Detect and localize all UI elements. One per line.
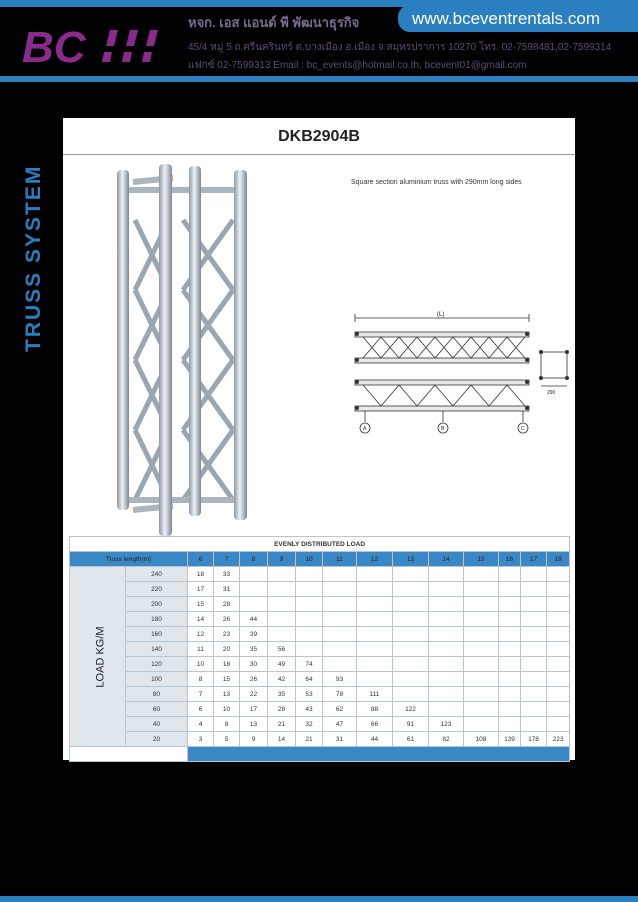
table-cell [357,657,393,672]
table-cell [499,642,521,657]
table-cell: 178 [521,732,547,747]
table-cell [429,702,464,717]
table-cell: 44 [357,732,393,747]
table-row [70,642,570,657]
load-value-label: 80 [126,687,188,702]
table-cell [240,567,268,582]
table-cell: 8 [214,717,240,732]
table-cell [357,597,393,612]
table-cell [547,702,570,717]
table-cell: 111 [357,687,393,702]
table-cell [464,702,499,717]
table-cell [429,642,464,657]
truss-length-12: 12 [357,552,393,567]
load-table-footer [70,747,570,762]
drawing-point-b: B [441,426,445,432]
table-cell: 139 [499,732,521,747]
table-cell [464,612,499,627]
drawing-side-label: 290 [547,390,556,396]
load-value-label: 120 [126,657,188,672]
table-cell: 74 [296,657,323,672]
technical-drawing [351,310,573,440]
table-cell: 78 [323,687,357,702]
table-cell [521,657,547,672]
truss-length-15: 15 [464,552,499,567]
table-cell: 10 [214,702,240,717]
table-cell [296,642,323,657]
load-value-label: 60 [126,702,188,717]
company-contact: แฟกซ์ 02-7599313 Email : bc_events@hotmail.co.th, bcevent01@gmail.com [188,60,527,71]
table-cell: 10 [188,657,214,672]
table-cell [323,612,357,627]
table-cell [240,597,268,612]
table-cell [464,672,499,687]
table-cell: 23 [214,627,240,642]
drawing-point-a: A [363,426,367,432]
table-cell: 18 [188,567,214,582]
table-cell [429,612,464,627]
truss-length-18: 18 [547,552,570,567]
table-row [70,582,570,597]
table-cell [393,672,429,687]
load-value-label: 200 [126,597,188,612]
table-cell [393,642,429,657]
table-cell: 33 [214,567,240,582]
table-cell [547,687,570,702]
table-cell [464,597,499,612]
table-cell: 93 [323,672,357,687]
table-cell: 49 [268,657,296,672]
table-cell: 39 [240,627,268,642]
table-cell: 66 [357,717,393,732]
table-cell [547,582,570,597]
table-cell: 56 [268,642,296,657]
truss-length-9: 9 [268,552,296,567]
table-cell: 13 [214,687,240,702]
table-cell [323,597,357,612]
table-cell [547,612,570,627]
truss-length-14: 14 [429,552,464,567]
table-cell [547,642,570,657]
footer-left-cell [70,747,188,762]
table-cell [499,657,521,672]
load-axis-cell [70,567,126,747]
table-cell [499,717,521,732]
table-cell: 15 [214,672,240,687]
table-cell [499,627,521,642]
table-cell: 30 [240,657,268,672]
table-cell [323,582,357,597]
table-cell [521,582,547,597]
table-cell: 91 [393,717,429,732]
table-cell [464,582,499,597]
truss-length-10: 10 [296,552,323,567]
load-value-label: 180 [126,612,188,627]
truss-length-17: 17 [521,552,547,567]
table-cell [268,567,296,582]
load-table-header-row [70,552,570,567]
table-cell: 26 [240,672,268,687]
truss-length-8: 8 [240,552,268,567]
truss-length-header: Truss length(m) [70,552,188,567]
table-cell [499,597,521,612]
table-cell [547,597,570,612]
table-cell: 17 [188,582,214,597]
load-value-label: 100 [126,672,188,687]
logo-text: BC [22,23,86,68]
table-cell [296,567,323,582]
table-cell: 4 [188,717,214,732]
page-header [0,0,638,82]
table-cell: 123 [429,717,464,732]
table-cell: 9 [240,732,268,747]
truss-length-11: 11 [323,552,357,567]
bc-logo [20,22,175,68]
table-cell [429,627,464,642]
title-divider [63,154,575,155]
truss-length-13: 13 [393,552,429,567]
table-cell [547,657,570,672]
table-cell: 223 [547,732,570,747]
table-row [70,732,570,747]
table-cell [393,627,429,642]
load-axis-label: LOAD KG/M [94,625,107,688]
table-cell [393,567,429,582]
table-cell [499,672,521,687]
table-cell: 28 [214,597,240,612]
table-cell: 12 [188,627,214,642]
truss-length-16: 16 [499,552,521,567]
table-cell: 13 [240,717,268,732]
table-cell [521,567,547,582]
footer-bar [0,896,638,902]
table-cell [464,657,499,672]
table-row [70,567,570,582]
truss-photo [113,160,263,540]
table-cell [268,612,296,627]
table-cell [429,687,464,702]
company-name: หจก. เอส แอนด์ พี พัฒนาธุรกิจ [188,15,360,30]
product-panel [63,118,575,760]
table-cell: 14 [268,732,296,747]
table-cell: 43 [296,702,323,717]
table-cell [357,672,393,687]
table-cell [464,687,499,702]
table-cell: 6 [188,702,214,717]
table-cell [464,642,499,657]
load-value-label: 220 [126,582,188,597]
table-cell [429,597,464,612]
table-cell [521,702,547,717]
table-row [70,612,570,627]
table-cell [429,582,464,597]
table-cell: 35 [240,642,268,657]
table-cell: 122 [393,702,429,717]
table-cell [547,717,570,732]
drawing-point-c: C [521,426,525,432]
table-cell: 8 [188,672,214,687]
table-cell: 21 [296,732,323,747]
table-cell [296,597,323,612]
table-cell [429,657,464,672]
load-value-label: 20 [126,732,188,747]
table-cell: 47 [323,717,357,732]
model-title: DKB2904B [278,128,360,145]
table-cell [393,687,429,702]
table-cell [357,567,393,582]
truss-length-7: 7 [214,552,240,567]
table-row [70,597,570,612]
table-cell [393,597,429,612]
truss-length-6: 6 [188,552,214,567]
table-cell [521,627,547,642]
table-cell [521,642,547,657]
table-cell [268,582,296,597]
footer-right-bar [188,747,570,762]
table-cell [464,567,499,582]
load-value-label: 240 [126,567,188,582]
table-cell: 17 [240,702,268,717]
website-url[interactable]: www.bceventrentals.com [398,5,638,32]
table-row [70,657,570,672]
table-cell: 31 [323,732,357,747]
table-cell [323,627,357,642]
table-cell [393,612,429,627]
table-cell: 28 [268,702,296,717]
table-cell: 21 [268,717,296,732]
table-cell [323,567,357,582]
table-cell [268,597,296,612]
company-address: 45/4 หมู่ 5 ถ.ศรีนครินทร์ ต.บางเมือง อ.เมือง จ.สมุทรปราการ 10270 โทร. 02-7598481,02-7599314 [188,42,612,53]
table-cell [521,687,547,702]
load-value-label: 40 [126,717,188,732]
table-cell: 26 [214,612,240,627]
table-cell: 15 [188,597,214,612]
table-cell [357,612,393,627]
table-row [70,627,570,642]
table-row [70,717,570,732]
table-cell: 82 [429,732,464,747]
table-cell: 44 [240,612,268,627]
table-cell: 3 [188,732,214,747]
table-cell: 5 [214,732,240,747]
table-cell: 53 [296,687,323,702]
product-description: Square section aluminium truss with 290mm long sides [351,179,522,186]
table-cell [464,717,499,732]
table-cell [296,627,323,642]
table-cell [521,597,547,612]
drawing-length-label: (L) [437,312,445,318]
table-cell [296,612,323,627]
table-cell [393,657,429,672]
table-cell: 18 [214,657,240,672]
table-cell [547,567,570,582]
table-cell: 108 [464,732,499,747]
table-cell: 62 [323,702,357,717]
table-cell [323,657,357,672]
load-value-label: 160 [126,627,188,642]
table-cell [323,642,357,657]
table-cell: 61 [393,732,429,747]
table-cell: 35 [268,687,296,702]
table-cell: 11 [188,642,214,657]
table-row [70,687,570,702]
table-cell [296,582,323,597]
table-cell: 7 [188,687,214,702]
load-table [69,536,570,762]
table-cell: 32 [296,717,323,732]
table-cell [499,567,521,582]
load-table-title: EVENLY DISTRIBUTED LOAD [70,537,570,552]
logo-bars [102,30,158,62]
side-title: TRUSS SYSTEM [22,164,45,352]
table-cell [547,672,570,687]
table-cell [393,582,429,597]
table-cell: 22 [240,687,268,702]
table-cell [547,627,570,642]
table-cell [429,567,464,582]
table-cell: 31 [214,582,240,597]
table-cell [268,627,296,642]
table-cell [464,627,499,642]
table-cell [357,627,393,642]
table-row [70,702,570,717]
table-row [70,672,570,687]
table-cell: 42 [268,672,296,687]
table-cell [499,702,521,717]
table-cell [357,582,393,597]
table-cell: 64 [296,672,323,687]
table-cell [499,582,521,597]
table-cell [357,642,393,657]
table-cell [499,687,521,702]
table-cell [521,717,547,732]
table-cell [521,672,547,687]
table-cell [499,612,521,627]
table-cell [240,582,268,597]
table-cell: 14 [188,612,214,627]
load-value-label: 140 [126,642,188,657]
table-cell: 88 [357,702,393,717]
table-cell [521,612,547,627]
header-bottom-bar [0,76,638,82]
table-cell [429,672,464,687]
table-cell: 20 [214,642,240,657]
